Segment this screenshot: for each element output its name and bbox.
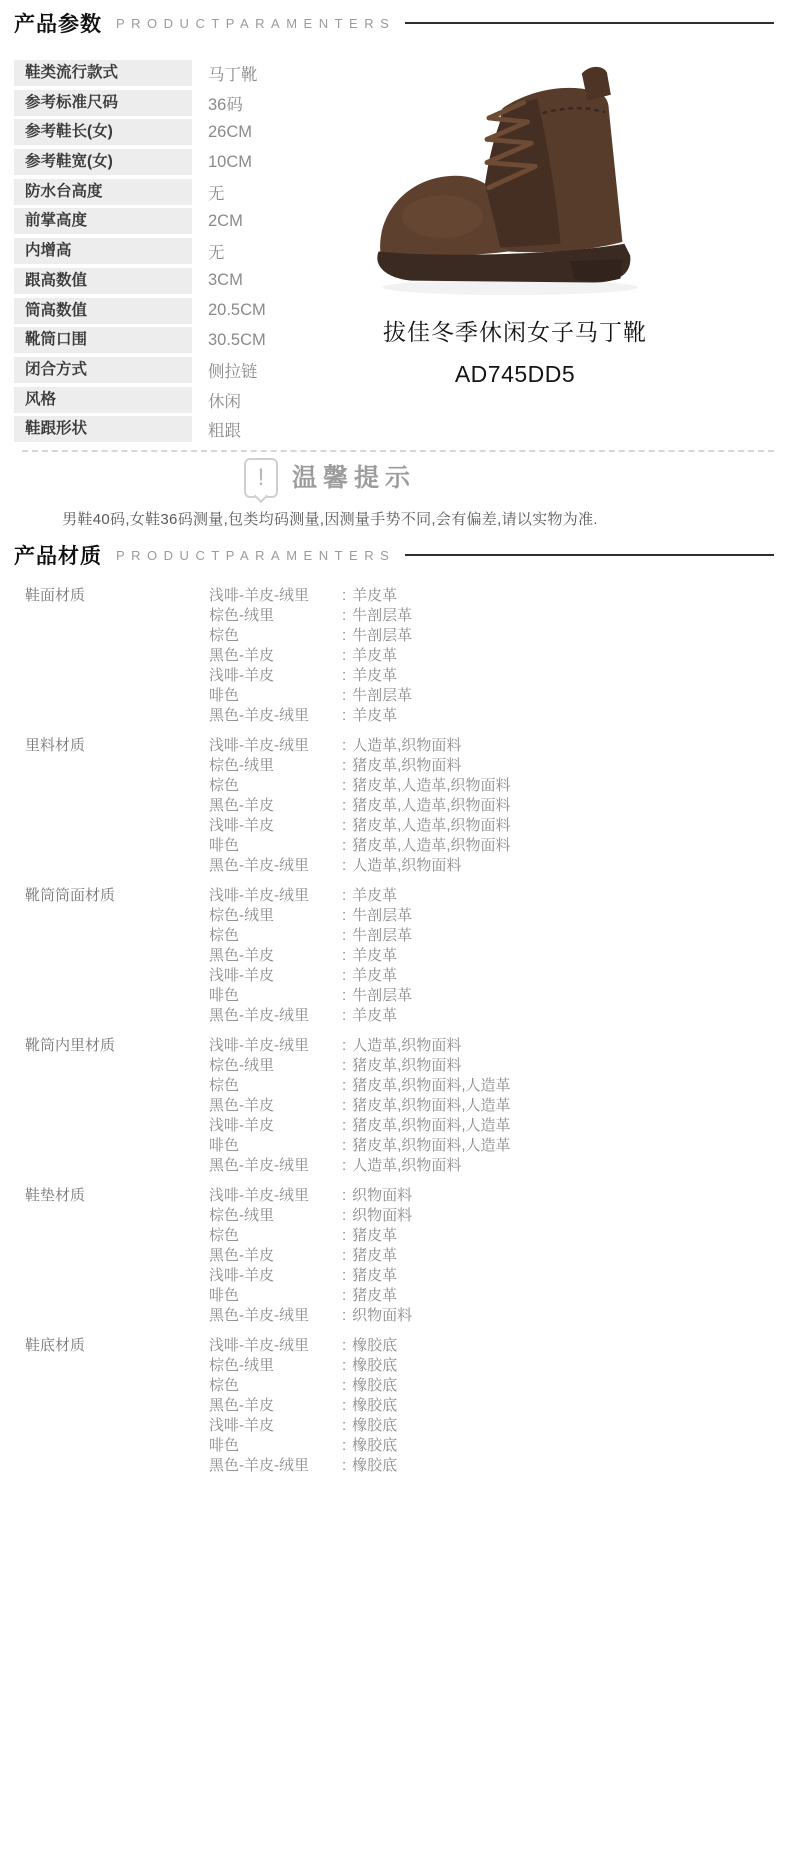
material-line (209, 1396, 780, 1416)
material-line (209, 1456, 780, 1476)
material-variant: 啡色 (209, 987, 240, 1004)
spec-row (14, 416, 494, 442)
material-value: 人造革,织物面料 (352, 737, 462, 754)
material-value: 猪皮革,织物面料,人造革 (352, 1077, 511, 1094)
spec-row-label: 筒高数值 (14, 298, 192, 324)
material-line (209, 1246, 780, 1266)
params-section-subtitle: PRODUCTPARAMENTERS (116, 15, 396, 31)
material-variant: 浅啡-羊皮 (209, 1417, 274, 1434)
material-line (209, 1306, 780, 1326)
material-value: 橡胶底 (352, 1377, 398, 1394)
material-variant: 黑色-羊皮-绒里 (209, 707, 309, 724)
material-block (14, 1336, 780, 1476)
material-line (209, 706, 780, 726)
spec-row-value: 无 (208, 244, 225, 263)
material-separator: : (342, 797, 347, 814)
material-separator: : (342, 1077, 347, 1094)
material-lines (209, 1036, 780, 1176)
tips-section (0, 458, 660, 529)
material-variant: 棕色-绒里 (209, 1207, 274, 1224)
material-value: 橡胶底 (352, 1337, 398, 1354)
material-block (14, 1186, 780, 1326)
material-separator: : (342, 1337, 347, 1354)
material-variant: 啡色 (209, 1437, 240, 1454)
material-variant: 黑色-羊皮 (209, 647, 274, 664)
material-line (209, 1136, 780, 1156)
material-line (209, 686, 780, 706)
spec-row-label: 前掌高度 (14, 208, 192, 234)
material-separator: : (342, 757, 347, 774)
material-value: 橡胶底 (352, 1357, 398, 1374)
spec-row-label: 参考鞋长(女) (14, 119, 192, 145)
material-variant: 黑色-羊皮 (209, 1097, 274, 1114)
material-line (209, 1286, 780, 1306)
spec-row-value: 26CM (208, 122, 253, 141)
spec-row-value: 10CM (208, 152, 253, 171)
material-separator: : (342, 1227, 347, 1244)
material-block (14, 886, 780, 1026)
material-value: 猪皮革,织物面料,人造革 (352, 1117, 511, 1134)
material-label: 靴筒内里材质 (25, 1037, 116, 1054)
material-variant: 啡色 (209, 1137, 240, 1154)
spec-row-value: 休闲 (208, 392, 241, 411)
material-value: 牛剖层革 (352, 907, 413, 924)
material-line (209, 796, 780, 816)
material-line (209, 586, 780, 606)
material-variant: 棕色 (209, 1227, 240, 1244)
material-value: 人造革,织物面料 (352, 857, 462, 874)
material-line (209, 946, 780, 966)
material-separator: : (342, 1187, 347, 1204)
material-variant: 黑色-羊皮 (209, 797, 274, 814)
material-value: 橡胶底 (352, 1417, 398, 1434)
product-title: 拔佳冬季休闲女子马丁靴 (383, 319, 647, 345)
material-line (209, 1186, 780, 1206)
material-variant: 棕色 (209, 627, 240, 644)
spec-row-value: 侧拉链 (208, 362, 258, 381)
material-line (209, 1226, 780, 1246)
material-line (209, 1076, 780, 1096)
material-variant: 啡色 (209, 1287, 240, 1304)
material-separator: : (342, 667, 347, 684)
material-line (209, 1356, 780, 1376)
material-lines (209, 586, 780, 726)
material-value: 猪皮革 (352, 1227, 398, 1244)
material-separator: : (342, 1457, 347, 1474)
spec-row (14, 387, 494, 413)
material-variant: 棕色 (209, 1377, 240, 1394)
spec-row-label: 闭合方式 (14, 357, 192, 383)
spec-row-value: 马丁靴 (208, 66, 258, 84)
material-value: 织物面料 (352, 1207, 413, 1224)
spec-row-label: 内增高 (14, 238, 192, 264)
material-value: 猪皮革,织物面料 (352, 1057, 462, 1074)
material-line (209, 776, 780, 796)
material-line (209, 1116, 780, 1136)
material-line (209, 1096, 780, 1116)
material-value: 猪皮革,人造革,织物面料 (352, 777, 511, 794)
material-variant: 棕色-绒里 (209, 1057, 274, 1074)
material-variant: 浅啡-羊皮 (209, 1117, 274, 1134)
material-value: 牛剖层革 (352, 687, 413, 704)
material-value: 人造革,织物面料 (352, 1157, 462, 1174)
material-value: 猪皮革,织物面料,人造革 (352, 1137, 511, 1154)
material-value: 羊皮革 (352, 1007, 398, 1024)
material-value: 猪皮革 (352, 1267, 398, 1284)
material-variant: 浅啡-羊皮-绒里 (209, 587, 309, 604)
material-line (209, 1416, 780, 1436)
material-separator: : (342, 927, 347, 944)
material-separator: : (342, 837, 347, 854)
material-line (209, 906, 780, 926)
material-value: 羊皮革 (352, 647, 398, 664)
material-separator: : (342, 737, 347, 754)
material-variant: 浅啡-羊皮 (209, 967, 274, 984)
material-separator: : (342, 1097, 347, 1114)
material-line (209, 756, 780, 776)
material-variant: 啡色 (209, 837, 240, 854)
material-separator: : (342, 1357, 347, 1374)
material-variant: 黑色-羊皮-绒里 (209, 1157, 309, 1174)
material-variant: 黑色-羊皮-绒里 (209, 1307, 309, 1324)
product-photo-boot (365, 52, 665, 304)
material-separator: : (342, 647, 347, 664)
material-variant: 棕色-绒里 (209, 757, 274, 774)
material-line (209, 836, 780, 856)
material-separator: : (342, 967, 347, 984)
material-line (209, 966, 780, 986)
materials-section-header (14, 540, 774, 570)
material-separator: : (342, 987, 347, 1004)
material-value: 牛剖层革 (352, 627, 413, 644)
material-separator: : (342, 947, 347, 964)
tips-text: 男鞋40码,女鞋36码测量,包类均码测量,因测量手势不同,会有偏差,请以实物为准. (62, 511, 598, 528)
material-value: 牛剖层革 (352, 927, 413, 944)
material-line (209, 1266, 780, 1286)
material-variant: 浅啡-羊皮-绒里 (209, 1037, 309, 1054)
material-line (209, 736, 780, 756)
material-line (209, 1436, 780, 1456)
material-value: 羊皮革 (352, 667, 398, 684)
materials-list (14, 586, 780, 1486)
material-label: 鞋垫材质 (25, 1187, 86, 1204)
material-variant: 浅啡-羊皮 (209, 817, 274, 834)
material-line (209, 1376, 780, 1396)
material-variant: 浅啡-羊皮-绒里 (209, 1337, 309, 1354)
spec-row-value: 无 (208, 184, 225, 203)
spec-row-value: 粗跟 (208, 422, 241, 441)
material-separator: : (342, 907, 347, 924)
material-label: 靴筒筒面材质 (25, 887, 116, 904)
spec-row-label: 参考标准尺码 (14, 90, 192, 116)
material-separator: : (342, 627, 347, 644)
material-value: 织物面料 (352, 1307, 413, 1324)
material-separator: : (342, 1287, 347, 1304)
tips-title: 温馨提示 (291, 464, 416, 492)
material-variant: 黑色-羊皮-绒里 (209, 1007, 309, 1024)
material-variant: 浅啡-羊皮-绒里 (209, 737, 309, 754)
spec-row-value: 20.5CM (208, 301, 266, 319)
material-line (209, 606, 780, 626)
material-variant: 棕色-绒里 (209, 1357, 274, 1374)
material-value: 猪皮革,织物面料 (352, 757, 462, 774)
spec-row-label: 靴筒口围 (14, 327, 192, 353)
spec-row-value: 3CM (208, 271, 243, 290)
material-separator: : (342, 1437, 347, 1454)
material-value: 猪皮革,人造革,织物面料 (352, 837, 511, 854)
material-line (209, 666, 780, 686)
material-lines (209, 1336, 780, 1476)
material-value: 猪皮革,人造革,织物面料 (352, 817, 511, 834)
material-lines (209, 1186, 780, 1326)
material-line (209, 1006, 780, 1026)
material-variant: 黑色-羊皮-绒里 (209, 857, 309, 874)
spec-row-label: 鞋类流行款式 (14, 60, 192, 86)
material-separator: : (342, 1207, 347, 1224)
material-variant: 黑色-羊皮 (209, 1247, 274, 1264)
params-section-title: 产品参数 (14, 13, 102, 36)
spec-row-label: 风格 (14, 387, 192, 413)
params-section-header (14, 8, 774, 38)
material-line (209, 1206, 780, 1226)
material-separator: : (342, 687, 347, 704)
material-separator: : (342, 857, 347, 874)
material-line (209, 856, 780, 876)
material-variant: 棕色 (209, 1077, 240, 1094)
material-separator: : (342, 777, 347, 794)
material-separator: : (342, 1417, 347, 1434)
material-variant: 黑色-羊皮 (209, 1397, 274, 1414)
material-value: 猪皮革,人造革,织物面料 (352, 797, 511, 814)
material-value: 人造革,织物面料 (352, 1037, 462, 1054)
material-separator: : (342, 1157, 347, 1174)
material-value: 猪皮革 (352, 1247, 398, 1264)
material-variant: 棕色-绒里 (209, 907, 274, 924)
material-line (209, 1036, 780, 1056)
material-value: 橡胶底 (352, 1437, 398, 1454)
exclamation-bubble-icon: ! (244, 458, 278, 498)
material-block (14, 1036, 780, 1176)
product-panel (352, 52, 678, 388)
material-line (209, 816, 780, 836)
material-value: 羊皮革 (352, 707, 398, 724)
spec-row-label: 鞋跟形状 (14, 416, 192, 442)
spec-row-value: 36码 (208, 95, 243, 114)
material-value: 羊皮革 (352, 947, 398, 964)
material-variant: 啡色 (209, 687, 240, 704)
tips-header (0, 458, 660, 498)
header-rule (405, 22, 774, 24)
material-variant: 浅啡-羊皮-绒里 (209, 1187, 309, 1204)
material-separator: : (342, 1117, 347, 1134)
material-separator: : (342, 1377, 347, 1394)
material-separator: : (342, 1057, 347, 1074)
header-rule (405, 554, 774, 556)
materials-section-subtitle: PRODUCTPARAMENTERS (116, 547, 396, 563)
spec-row-value: 30.5CM (208, 330, 266, 349)
material-line (209, 1056, 780, 1076)
material-variant: 棕色-绒里 (209, 607, 274, 624)
material-label: 里料材质 (25, 737, 86, 754)
material-label: 鞋面材质 (25, 587, 86, 604)
material-line (209, 926, 780, 946)
spec-row-label: 参考鞋宽(女) (14, 149, 192, 175)
material-variant: 浅啡-羊皮-绒里 (209, 887, 309, 904)
material-line (209, 626, 780, 646)
material-separator: : (342, 1007, 347, 1024)
material-separator: : (342, 1037, 347, 1054)
material-separator: : (342, 887, 347, 904)
material-separator: : (342, 1397, 347, 1414)
material-value: 羊皮革 (352, 587, 398, 604)
material-separator: : (342, 817, 347, 834)
material-value: 羊皮革 (352, 887, 398, 904)
material-separator: : (342, 707, 347, 724)
material-value: 羊皮革 (352, 967, 398, 984)
material-variant: 浅啡-羊皮 (209, 667, 274, 684)
material-variant: 黑色-羊皮 (209, 947, 274, 964)
material-lines (209, 736, 780, 876)
material-separator: : (342, 1267, 347, 1284)
dashed-divider (22, 450, 774, 452)
spec-row-value: 2CM (208, 211, 243, 230)
material-value: 牛剖层革 (352, 607, 413, 624)
material-separator: : (342, 1307, 347, 1324)
spec-row-label: 跟高数值 (14, 268, 192, 294)
material-value: 织物面料 (352, 1187, 413, 1204)
material-block (14, 736, 780, 876)
material-value: 猪皮革 (352, 1287, 398, 1304)
material-variant: 棕色 (209, 927, 240, 944)
material-line (209, 886, 780, 906)
material-label: 鞋底材质 (25, 1337, 86, 1354)
material-lines (209, 886, 780, 1026)
material-value: 猪皮革,织物面料,人造革 (352, 1097, 511, 1114)
material-separator: : (342, 587, 347, 604)
material-value: 橡胶底 (352, 1457, 398, 1474)
product-model-code: AD745DD5 (454, 361, 576, 387)
material-separator: : (342, 1247, 347, 1264)
material-variant: 棕色 (209, 777, 240, 794)
material-separator: : (342, 1137, 347, 1154)
material-line (209, 1336, 780, 1356)
materials-section-title: 产品材质 (14, 545, 102, 568)
material-value: 牛剖层革 (352, 987, 413, 1004)
material-line (209, 1156, 780, 1176)
material-line (209, 646, 780, 666)
material-variant: 黑色-羊皮-绒里 (209, 1457, 309, 1474)
material-variant: 浅啡-羊皮 (209, 1267, 274, 1284)
spec-row-label: 防水台高度 (14, 179, 192, 205)
material-line (209, 986, 780, 1006)
material-separator: : (342, 607, 347, 624)
material-value: 橡胶底 (352, 1397, 398, 1414)
material-block (14, 586, 780, 726)
